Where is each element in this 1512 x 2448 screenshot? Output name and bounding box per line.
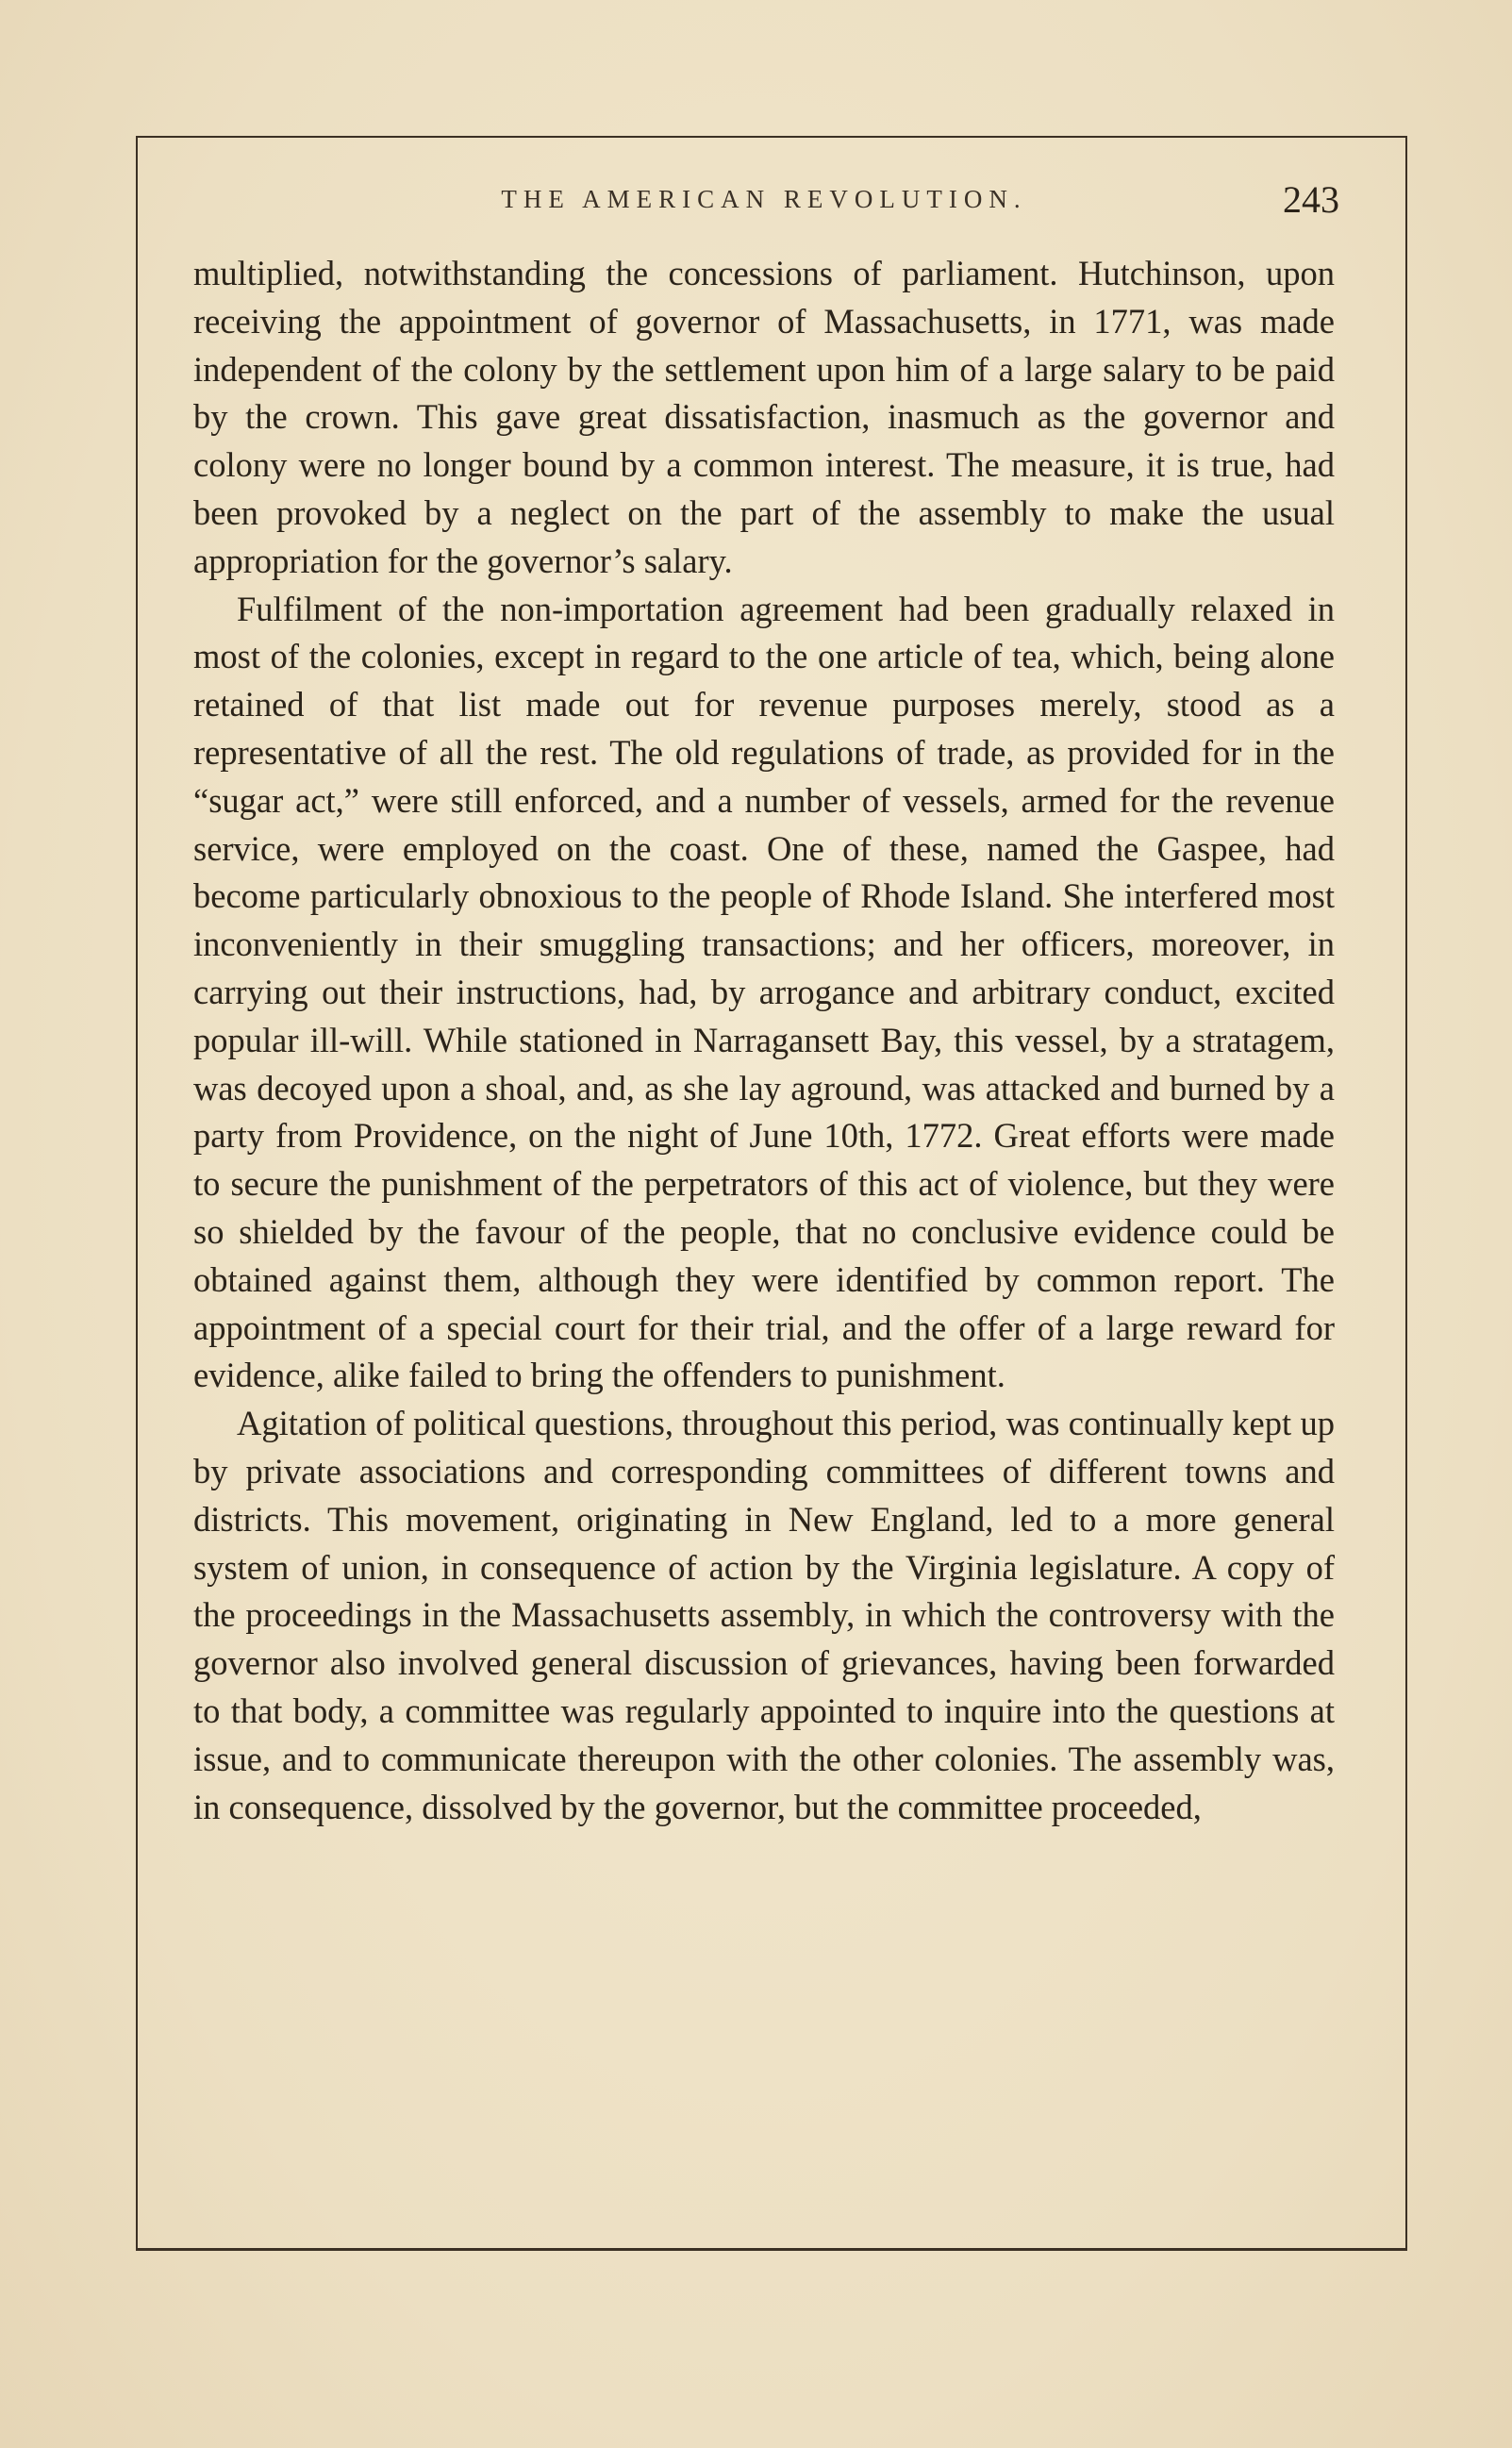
body-text (193, 250, 1335, 1831)
page-number: 243 (1283, 178, 1339, 221)
page-header (189, 177, 1339, 234)
paragraph-2: Fulfilment of the non-importation agreement had been gradually relaxed in most of the colonies, except in regard to the one article of tea, which, being alone retained of that list made out for revenue purposes merely, stood as a representative of all the rest. The old regulations of trade, as provided for in the “sugar act,” were still enforced, and a number of vessels, armed for the revenue service, were employed on the coast. One of these, named the Gaspee, had become particularly obnoxious to the people of Rhode Island. She interfered most inconveniently in their smuggling transactions; and her officers, moreover, in carrying out their instructions, had, by arrogance and arbitrary conduct, excited popular ill-will. While stationed in Narragansett Bay, this vessel, by a stratagem, was decoyed upon a shoal, and, as she lay aground, was attacked and burned by a party from Providence, on the night of June 10th, 1772. Great efforts were made to secure the punishment of the perpetrators of this act of violence, but they were so shielded by the favour of the people, that no conclusive evidence could be obtained against them, although they were identified by common report. The appointment of a special court for their trial, and the offer of a large reward for evidence, alike failed to bring the offenders to punishment. (193, 589, 1335, 1395)
paragraph-3: Agitation of political questions, throughout this period, was continually kept up by private associations and corresponding committees of different towns and districts. This movement, originating in New England, led to a more general system of union, in consequence of action by the Virginia legislature. A copy of the proceedings in the Massachusetts assembly, in which the controversy with the governor also involved general discussion of grievances, having been forwarded to that body, a committee was regularly appointed to inquire into the questions at issue, and to communicate thereupon with the other colonies. The assembly was, in consequence, dissolved by the governor, but the committee proceeded, (193, 1404, 1335, 1826)
running-head: THE AMERICAN REVOLUTION. (501, 185, 1027, 213)
paragraph-1: multiplied, notwithstanding the concessions of parliament. Hutchinson, upon receiving the appointment of governor of Massachusetts, in 1771, was made independent of the colony by the settlement upon him of a large salary to be paid by the crown. This gave great dissatisfaction, inasmuch as the governor and colony were no longer bound by a common interest. The measure, it is true, had been provoked by a neglect on the part of the assembly to make the usual appropriation for the governor’s salary. (193, 254, 1335, 580)
